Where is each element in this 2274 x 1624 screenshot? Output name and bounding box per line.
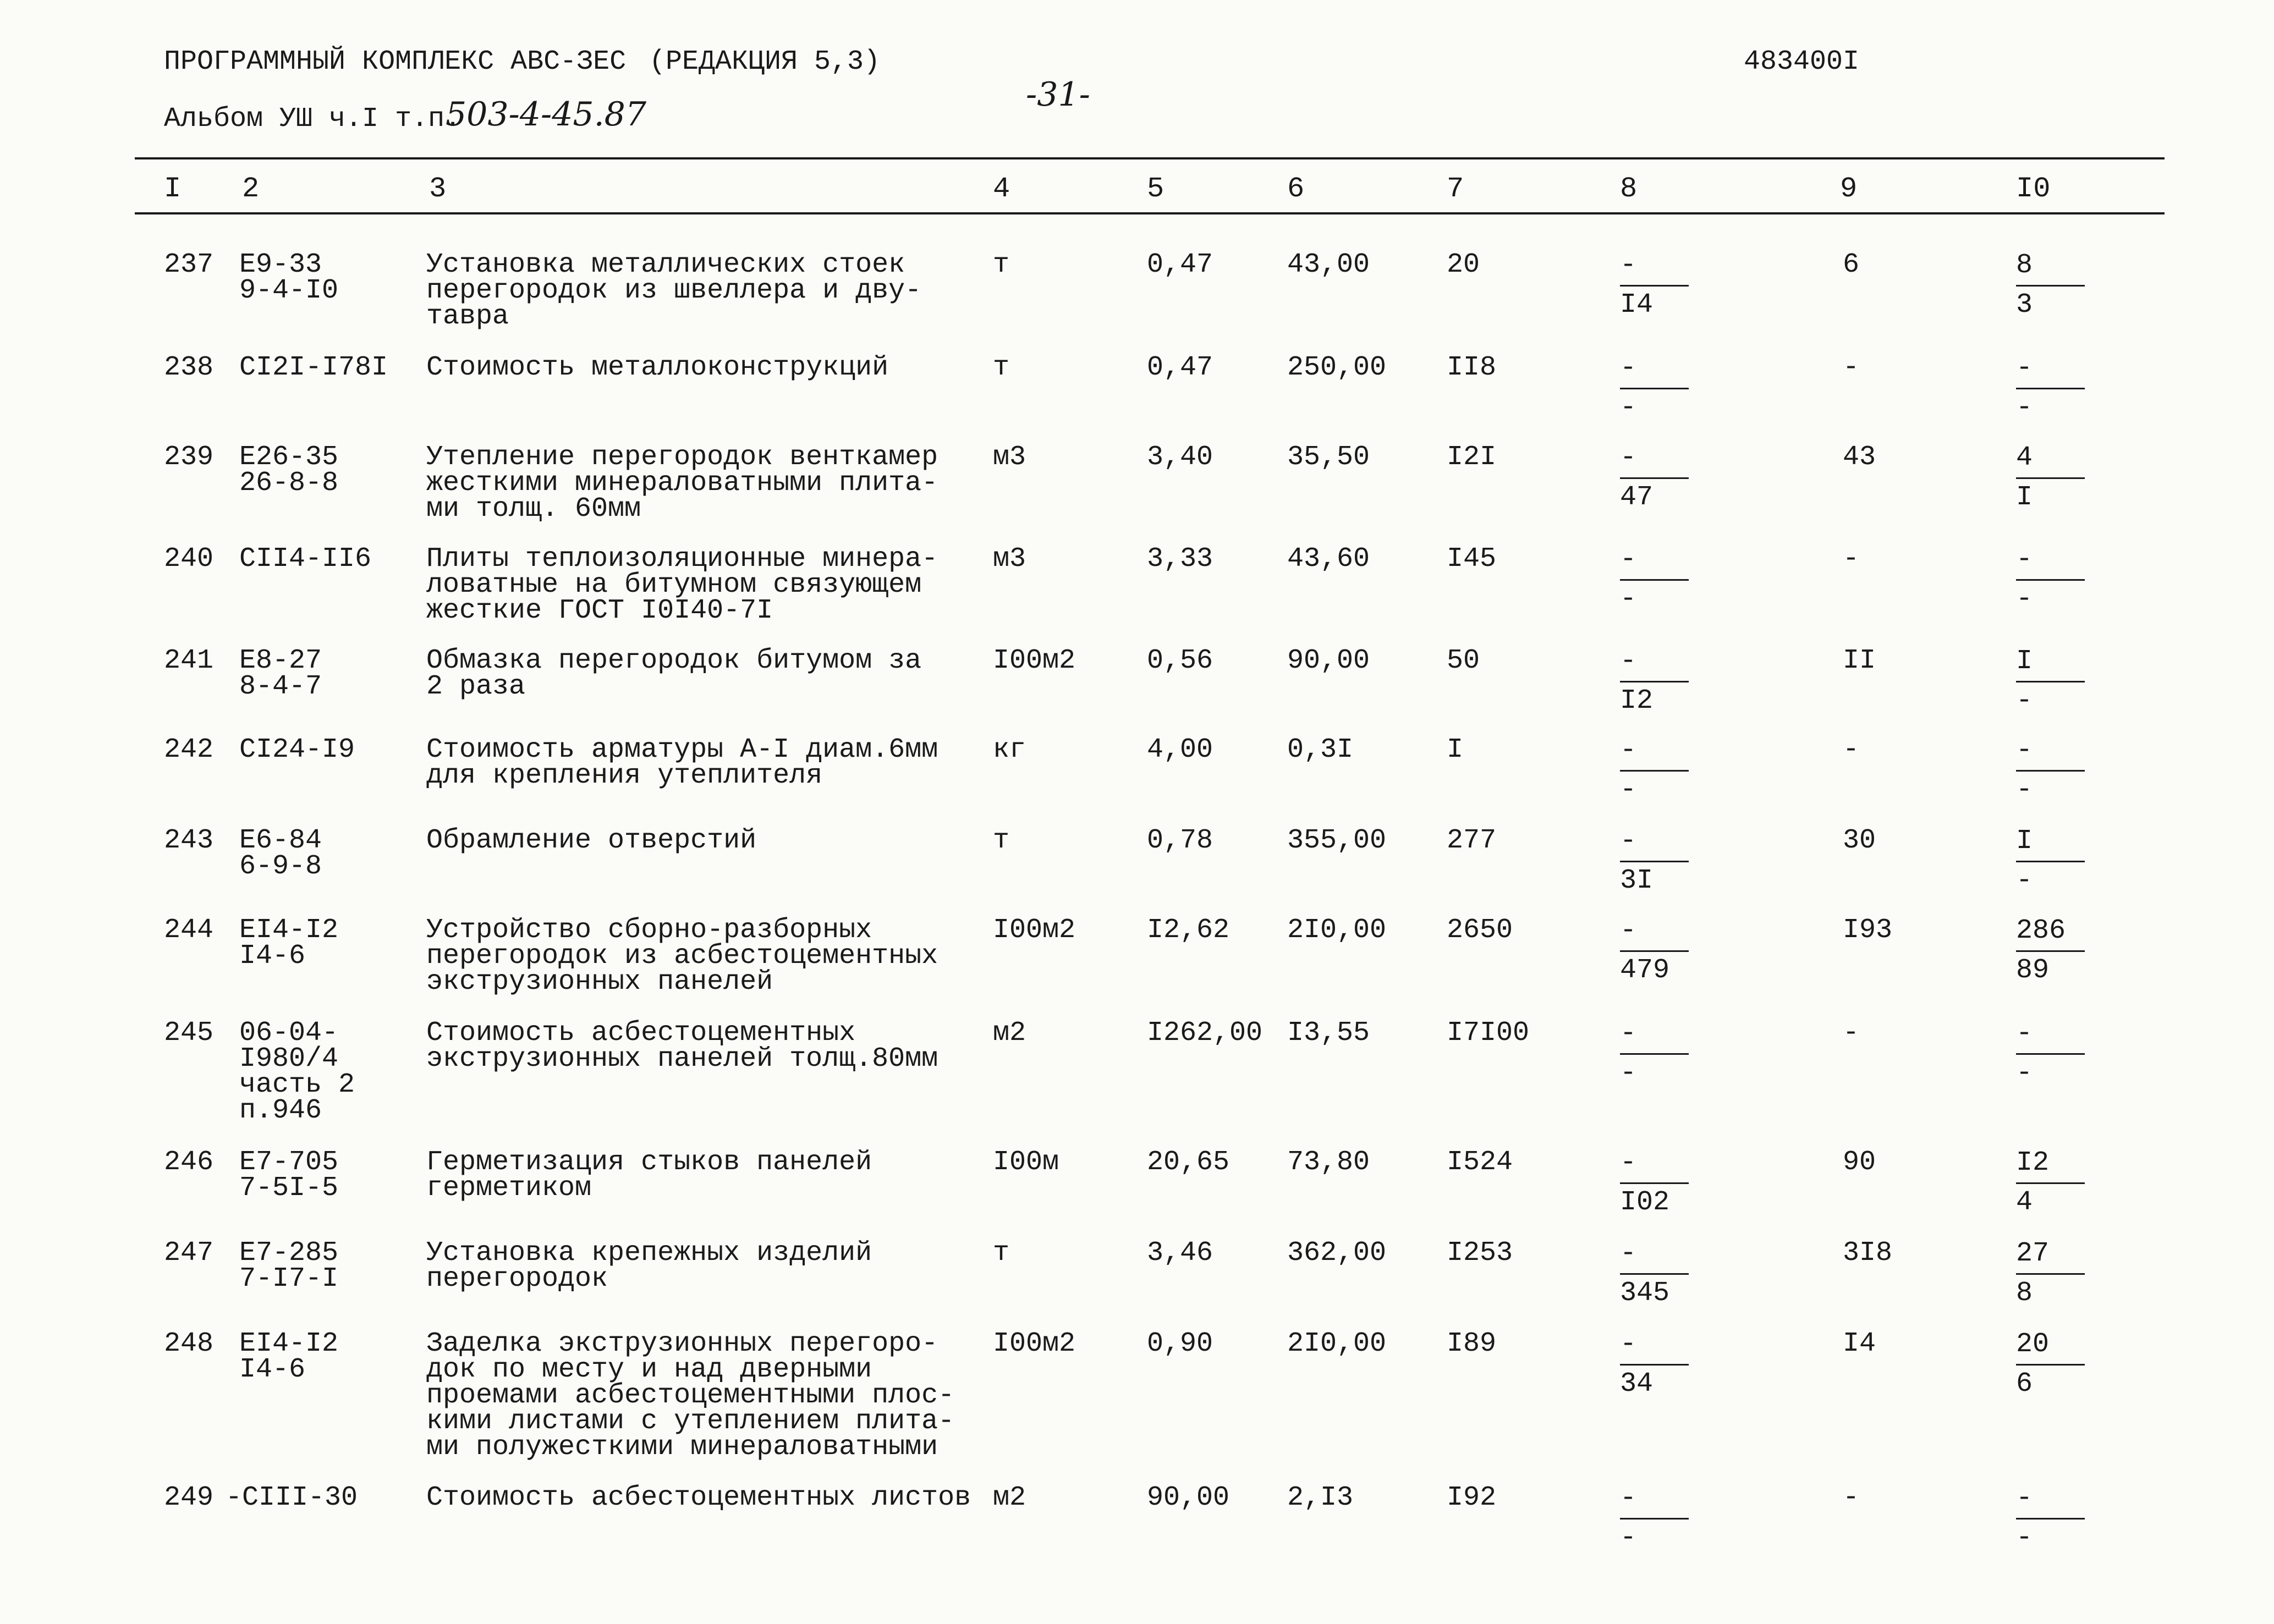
unit-price: 355,00 bbox=[1287, 825, 1387, 856]
col8-numerator: - bbox=[1620, 544, 1637, 575]
total-cost: 2650 bbox=[1447, 915, 1513, 946]
unit-price: 2I0,00 bbox=[1287, 1328, 1387, 1359]
col-header-7: 7 bbox=[1447, 173, 1464, 205]
fraction-bar bbox=[1620, 861, 1689, 862]
quantity: 3,33 bbox=[1147, 543, 1213, 575]
fraction-bar bbox=[1620, 1518, 1689, 1520]
fraction-bar bbox=[2016, 1182, 2085, 1184]
col10-numerator: 8 bbox=[2016, 250, 2033, 281]
unit-price: I3,55 bbox=[1287, 1017, 1370, 1049]
col10-numerator: 286 bbox=[2016, 915, 2066, 946]
unit: т bbox=[993, 352, 1010, 383]
col-header-3: 3 bbox=[429, 173, 447, 205]
unit: кг bbox=[993, 734, 1026, 766]
row-number: 239 bbox=[164, 442, 214, 473]
quantity: I2,62 bbox=[1147, 915, 1230, 946]
unit: I00м2 bbox=[993, 1328, 1076, 1359]
col10-numerator: 27 bbox=[2016, 1238, 2050, 1269]
col8-numerator: - bbox=[1620, 825, 1637, 857]
norm-code: CII4-II6 bbox=[239, 543, 372, 575]
col9-value: II bbox=[1843, 645, 1876, 676]
edition-label: (РЕДАКЦИЯ 5,3) bbox=[649, 46, 881, 78]
total-cost: I2I bbox=[1447, 442, 1497, 473]
work-description: Герметизация стыков панелей герметиком bbox=[426, 1147, 872, 1204]
norm-code: E9-33 9-4-I0 bbox=[239, 249, 339, 306]
unit: т bbox=[993, 249, 1010, 280]
col9-value: 90 bbox=[1843, 1147, 1876, 1178]
norm-code: 06-04- I980/4 часть 2 п.946 bbox=[239, 1017, 355, 1126]
work-description: Установка металлических стоек перегородок из швеллера и дву- тавра bbox=[426, 249, 922, 332]
col10-denominator: - bbox=[2016, 1058, 2033, 1089]
col9-value: - bbox=[1843, 1482, 1860, 1513]
col10-numerator: I2 bbox=[2016, 1147, 2050, 1179]
col10-denominator: 8 bbox=[2016, 1278, 2033, 1309]
fraction-bar bbox=[1620, 950, 1689, 952]
norm-code: -CIII-30 bbox=[226, 1482, 358, 1513]
col-header-8: 8 bbox=[1620, 173, 1638, 205]
col10-numerator: I bbox=[2016, 825, 2033, 857]
col8-numerator: - bbox=[1620, 1238, 1637, 1269]
unit: т bbox=[993, 825, 1010, 856]
quantity: 0,78 bbox=[1147, 825, 1213, 856]
col8-numerator: - bbox=[1620, 1483, 1637, 1514]
col9-value: 43 bbox=[1843, 442, 1876, 473]
col-header-6: 6 bbox=[1287, 173, 1305, 205]
row-number: 249 bbox=[164, 1482, 214, 1513]
col10-denominator: - bbox=[2016, 583, 2033, 615]
program-title: ПРОГРАММНЫЙ КОМПЛЕКС АВС-ЗЕС bbox=[164, 46, 627, 78]
col10-numerator: 20 bbox=[2016, 1329, 2050, 1360]
col10-numerator: I bbox=[2016, 646, 2033, 677]
work-description: Устройство сборно-разборных перегородок из асбестоцементных экструзионных панелей bbox=[426, 915, 938, 998]
col8-numerator: - bbox=[1620, 250, 1637, 281]
unit-price: 35,50 bbox=[1287, 442, 1370, 473]
col8-denominator: I2 bbox=[1620, 685, 1654, 717]
unit: м3 bbox=[993, 543, 1026, 575]
unit-price: 2,I3 bbox=[1287, 1482, 1354, 1513]
fraction-bar bbox=[2016, 681, 2085, 682]
norm-code: EI4-I2 I4-6 bbox=[239, 915, 339, 972]
work-description: Стоимость асбестоцементных листов bbox=[426, 1482, 971, 1513]
unit: I00м2 bbox=[993, 915, 1076, 946]
document-code: 483400I bbox=[1744, 46, 1860, 78]
quantity: 4,00 bbox=[1147, 734, 1213, 766]
unit-price: 43,00 bbox=[1287, 249, 1370, 280]
col10-numerator: - bbox=[2016, 1018, 2033, 1049]
unit-price: 2I0,00 bbox=[1287, 915, 1387, 946]
fraction-bar bbox=[1620, 579, 1689, 581]
work-description: Утепление перегородок венткамер жесткими минераловатными плита- ми толщ. 60мм bbox=[426, 442, 938, 525]
fraction-bar bbox=[1620, 681, 1689, 682]
row-number: 246 bbox=[164, 1147, 214, 1178]
total-cost: I45 bbox=[1447, 543, 1497, 575]
album-label: Альбом УШ ч.I т.п. bbox=[164, 103, 462, 135]
col8-numerator: - bbox=[1620, 1147, 1637, 1179]
total-cost: 20 bbox=[1447, 249, 1480, 280]
page-number: -31- bbox=[1026, 75, 1090, 114]
col9-value: - bbox=[1843, 1017, 1860, 1049]
norm-code: E8-27 8-4-7 bbox=[239, 645, 322, 702]
quantity: 0,47 bbox=[1147, 249, 1213, 280]
unit-price: 90,00 bbox=[1287, 645, 1370, 676]
fraction-bar bbox=[1620, 1364, 1689, 1366]
total-cost: I bbox=[1447, 734, 1464, 766]
col9-value: 6 bbox=[1843, 249, 1860, 280]
col8-numerator: - bbox=[1620, 353, 1637, 384]
norm-code: E6-84 6-9-8 bbox=[239, 825, 322, 882]
col9-value: I4 bbox=[1843, 1328, 1876, 1359]
total-cost: 277 bbox=[1447, 825, 1497, 856]
col-header-4: 4 bbox=[993, 173, 1010, 205]
col8-numerator: - bbox=[1620, 1018, 1637, 1049]
unit: м2 bbox=[993, 1017, 1026, 1049]
fraction-bar bbox=[1620, 1182, 1689, 1184]
norm-code: E26-35 26-8-8 bbox=[239, 442, 339, 499]
col9-value: - bbox=[1843, 543, 1860, 575]
quantity: 0,47 bbox=[1147, 352, 1213, 383]
work-description: Стоимость металлоконструкций bbox=[426, 352, 889, 383]
col8-denominator: 47 bbox=[1620, 482, 1654, 513]
col10-numerator: - bbox=[2016, 1483, 2033, 1514]
unit-price: 362,00 bbox=[1287, 1237, 1387, 1269]
col8-denominator: 34 bbox=[1620, 1368, 1654, 1400]
col-header-1: I bbox=[164, 173, 182, 205]
unit-price: 0,3I bbox=[1287, 734, 1354, 766]
total-cost: I92 bbox=[1447, 1482, 1497, 1513]
fraction-bar bbox=[2016, 285, 2085, 287]
fraction-bar bbox=[2016, 1364, 2085, 1366]
fraction-bar bbox=[2016, 388, 2085, 389]
header-rule bbox=[135, 212, 2165, 214]
col10-numerator: - bbox=[2016, 544, 2033, 575]
quantity: 3,46 bbox=[1147, 1237, 1213, 1269]
col10-denominator: - bbox=[2016, 774, 2033, 806]
col-header-9: 9 bbox=[1840, 173, 1858, 205]
norm-code: E7-705 7-5I-5 bbox=[239, 1147, 339, 1204]
row-number: 241 bbox=[164, 645, 214, 676]
col10-denominator: 3 bbox=[2016, 289, 2033, 321]
row-number: 245 bbox=[164, 1017, 214, 1049]
col8-denominator: - bbox=[1620, 583, 1637, 615]
total-cost: I7I00 bbox=[1447, 1017, 1530, 1049]
album-handwritten-number: 503-4-45.87 bbox=[446, 95, 647, 134]
col10-denominator: - bbox=[2016, 392, 2033, 423]
fraction-bar bbox=[2016, 477, 2085, 479]
total-cost: 50 bbox=[1447, 645, 1480, 676]
quantity: 0,56 bbox=[1147, 645, 1213, 676]
col8-denominator: I4 bbox=[1620, 289, 1654, 321]
col9-value: 3I8 bbox=[1843, 1237, 1893, 1269]
work-description: Установка крепежных изделий перегородок bbox=[426, 1237, 872, 1295]
norm-code: CI2I-I78I bbox=[239, 352, 388, 383]
fraction-bar bbox=[1620, 285, 1689, 287]
col10-denominator: 89 bbox=[2016, 955, 2050, 986]
row-number: 243 bbox=[164, 825, 214, 856]
col9-value: I93 bbox=[1843, 915, 1893, 946]
fraction-bar bbox=[2016, 1518, 2085, 1520]
col8-numerator: - bbox=[1620, 442, 1637, 474]
norm-code: CI24-I9 bbox=[239, 734, 355, 766]
fraction-bar bbox=[1620, 1053, 1689, 1055]
fraction-bar bbox=[1620, 477, 1689, 479]
total-cost: II8 bbox=[1447, 352, 1497, 383]
quantity: 3,40 bbox=[1147, 442, 1213, 473]
work-description: Обмазка перегородок битумом за 2 раза bbox=[426, 645, 922, 702]
quantity: 90,00 bbox=[1147, 1482, 1230, 1513]
fraction-bar bbox=[2016, 770, 2085, 772]
row-number: 238 bbox=[164, 352, 214, 383]
col8-denominator: - bbox=[1620, 1058, 1637, 1089]
col9-value: 30 bbox=[1843, 825, 1876, 856]
col-header-10: I0 bbox=[2016, 173, 2051, 205]
work-description: Плиты теплоизоляционные минера- ловатные на битумном связующем жесткие ГОСТ I0I40-7I bbox=[426, 543, 938, 626]
row-number: 247 bbox=[164, 1237, 214, 1269]
total-cost: I524 bbox=[1447, 1147, 1513, 1178]
unit: м3 bbox=[993, 442, 1026, 473]
row-number: 242 bbox=[164, 734, 214, 766]
fraction-bar bbox=[2016, 1053, 2085, 1055]
top-rule bbox=[135, 157, 2165, 159]
col8-denominator: - bbox=[1620, 774, 1637, 806]
col8-numerator: - bbox=[1620, 735, 1637, 766]
work-description: Обрамление отверстий bbox=[426, 825, 757, 856]
col9-value: - bbox=[1843, 352, 1860, 383]
fraction-bar bbox=[2016, 1273, 2085, 1275]
fraction-bar bbox=[1620, 388, 1689, 389]
col8-numerator: - bbox=[1620, 1329, 1637, 1360]
unit-price: 250,00 bbox=[1287, 352, 1387, 383]
col8-numerator: - bbox=[1620, 646, 1637, 677]
row-number: 248 bbox=[164, 1328, 214, 1359]
col9-value: - bbox=[1843, 734, 1860, 766]
quantity: 0,90 bbox=[1147, 1328, 1213, 1359]
col8-denominator: 3I bbox=[1620, 865, 1654, 896]
fraction-bar bbox=[1620, 770, 1689, 772]
unit: I00м2 bbox=[993, 645, 1076, 676]
unit: т bbox=[993, 1237, 1010, 1269]
unit: м2 bbox=[993, 1482, 1026, 1513]
col10-numerator: - bbox=[2016, 353, 2033, 384]
total-cost: I253 bbox=[1447, 1237, 1513, 1269]
col8-denominator: 345 bbox=[1620, 1278, 1670, 1309]
col8-denominator: I02 bbox=[1620, 1187, 1670, 1218]
quantity: 20,65 bbox=[1147, 1147, 1230, 1178]
col8-numerator: - bbox=[1620, 915, 1637, 946]
col10-denominator: 4 bbox=[2016, 1187, 2033, 1218]
fraction-bar bbox=[2016, 861, 2085, 862]
fraction-bar bbox=[2016, 579, 2085, 581]
col8-denominator: 479 bbox=[1620, 955, 1670, 986]
row-number: 237 bbox=[164, 249, 214, 280]
col8-denominator: - bbox=[1620, 392, 1637, 423]
fraction-bar bbox=[1620, 1273, 1689, 1275]
col10-denominator: - bbox=[2016, 1522, 2033, 1554]
col-header-5: 5 bbox=[1147, 173, 1165, 205]
norm-code: E7-285 7-I7-I bbox=[239, 1237, 339, 1295]
col10-numerator: - bbox=[2016, 735, 2033, 766]
col10-denominator: - bbox=[2016, 685, 2033, 717]
fraction-bar bbox=[2016, 950, 2085, 952]
row-number: 244 bbox=[164, 915, 214, 946]
col10-denominator: 6 bbox=[2016, 1368, 2033, 1400]
total-cost: I89 bbox=[1447, 1328, 1497, 1359]
work-description: Стоимость асбестоцементных экструзионных панелей толщ.80мм bbox=[426, 1017, 938, 1075]
norm-code: EI4-I2 I4-6 bbox=[239, 1328, 339, 1385]
quantity: I262,00 bbox=[1147, 1017, 1263, 1049]
unit: I00м bbox=[993, 1147, 1059, 1178]
col-header-2: 2 bbox=[242, 173, 260, 205]
col10-denominator: I bbox=[2016, 482, 2033, 513]
unit-price: 73,80 bbox=[1287, 1147, 1370, 1178]
work-description: Стоимость арматуры A-I диам.6мм для крепления утеплителя bbox=[426, 734, 938, 791]
col10-numerator: 4 bbox=[2016, 442, 2033, 474]
row-number: 240 bbox=[164, 543, 214, 575]
work-description: Заделка экструзионных перегоро- док по месту и над дверными проемами асбестоцементными плос- кими листами с утеплением плита- ми полужесткими минераловатными bbox=[426, 1328, 955, 1463]
col8-denominator: - bbox=[1620, 1522, 1637, 1554]
col10-denominator: - bbox=[2016, 865, 2033, 896]
unit-price: 43,60 bbox=[1287, 543, 1370, 575]
